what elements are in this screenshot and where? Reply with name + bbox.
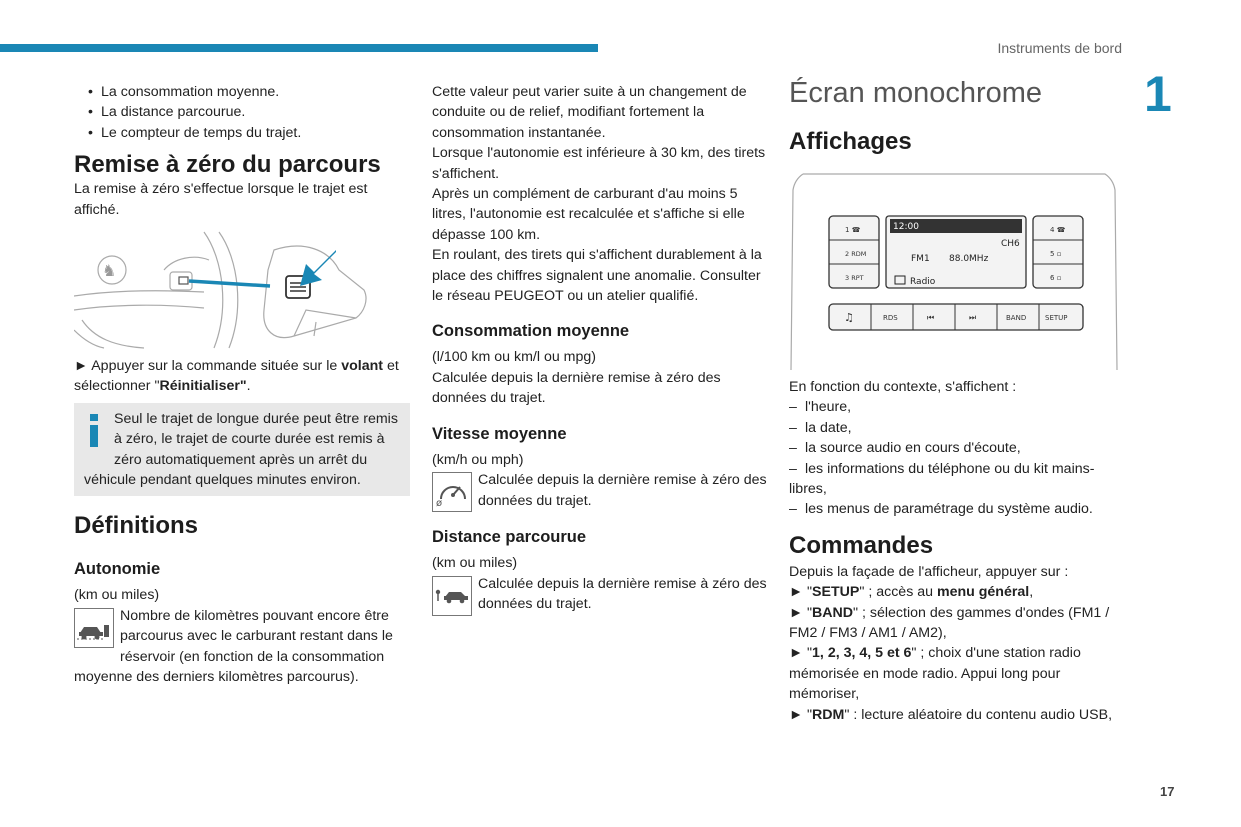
paragraph: Après un complément de carburant d'au moins 5 litres, l'autonomie est recalculée et s'affiche si elle dépasse 100 km.: [432, 186, 745, 243]
list-item: • Le compteur de temps du trajet.: [74, 123, 410, 143]
distance-unit: (km ou miles): [432, 555, 518, 572]
affichages-heading: Affichages: [789, 128, 912, 155]
conso-heading: Consommation moyenne: [432, 322, 630, 341]
header-accent-bar: [0, 44, 598, 52]
list-item: – les informations du téléphone ou du kit mains-libres,: [789, 459, 1125, 500]
preset-1-button[interactable]: 1 ☎: [845, 226, 861, 234]
reset-heading: Remise à zéro du parcours: [74, 151, 381, 179]
command-rdm: ► "RDM" : lecture aléatoire du contenu audio USB,: [789, 706, 1113, 723]
autonomie-heading: Autonomie: [74, 560, 161, 579]
info-icon: [84, 411, 108, 451]
definitions-heading: Définitions: [74, 512, 198, 540]
list-item: – les menus de paramétrage du système audio.: [789, 499, 1125, 519]
instruction-text: ► Appuyer sur la commande située sur le volant et sélectionner "Réinitialiser".: [74, 358, 399, 395]
preset-5-button[interactable]: 5 ▫: [1050, 250, 1062, 258]
running-head: Instruments de bord: [997, 40, 1122, 56]
info-text: Seul le trajet de longue durée peut être remis à zéro, le trajet de courte durée est remis à zéro automatiquement après un arrêt du véhicule pendant quelques minutes environ.: [84, 410, 398, 489]
bullet-list: [74, 82, 410, 143]
page-number: 17: [1160, 784, 1175, 799]
section-title: Écran monochrome: [789, 77, 1043, 109]
list-item: – la date,: [789, 418, 1125, 438]
chapter-number: 1: [1144, 66, 1172, 122]
vitesse-unit: (km/h ou mph): [432, 451, 524, 468]
screen-band: FM1: [911, 254, 930, 264]
svg-text:ø: ø: [436, 498, 443, 510]
autonomie-unit: (km ou miles): [74, 587, 160, 604]
distance-heading: Distance parcourue: [432, 528, 587, 547]
vitesse-definition: [432, 470, 768, 512]
vitesse-text: Calculée depuis la dernière remise à zéro des données du trajet.: [478, 472, 767, 509]
paragraph: En roulant, des tirets qui s'affichent durablement à la place des chiffres signalent une anomalie. Consulter le réseau PEUGEOT ou un atelier qualifié.: [432, 247, 762, 305]
setup-button[interactable]: SETUP: [1045, 314, 1068, 322]
command-setup: ► "SETUP" ; accès au menu général,: [789, 584, 1034, 601]
commandes-heading: Commandes: [789, 531, 934, 559]
radio-panel: [789, 170, 1119, 370]
next-button[interactable]: ⏭: [969, 313, 977, 322]
paragraph: Lorsque l'autonomie est inférieure à 30 km, des tirets s'affichent.: [432, 145, 766, 182]
autonomie-definition: [74, 606, 410, 688]
vitesse-heading: Vitesse moyenne: [432, 424, 567, 443]
list-item: • La consommation moyenne.: [74, 82, 410, 102]
column-1: [74, 82, 410, 688]
preset-2-rdm-button[interactable]: 2 RDM: [845, 250, 867, 258]
screen-channel: CH6: [1001, 239, 1020, 249]
commandes-intro: Depuis la façade de l'afficheur, appuyer sur :: [789, 563, 1069, 580]
speedometer-icon: [432, 472, 472, 512]
steering-wheel-icon: [74, 230, 374, 350]
screen-time: 12:00: [893, 222, 919, 232]
distance-text: Calculée depuis la dernière remise à zéro des données du trajet.: [478, 575, 767, 612]
context-list: [789, 397, 1125, 519]
command-presets: ► "1, 2, 3, 4, 5 et 6" ; choix d'une station radio mémorisée en mode radio. Appui long pour mémoriser,: [789, 645, 1081, 703]
svg-text:♞: ♞: [102, 261, 117, 281]
steering-wheel-illustration: [74, 230, 410, 350]
autonomie-text: Nombre de kilomètres pouvant encore être parcourus avec le carburant restant dans le réservoir (en fonction de la consommation moyenne des derniers kilomètres parcourus).: [74, 607, 393, 686]
rds-button[interactable]: RDS: [883, 314, 898, 322]
distance-definition: [432, 574, 768, 616]
screen-frequency: 88.0MHz: [949, 254, 989, 264]
radio-display-illustration: [789, 170, 1125, 370]
music-button[interactable]: ♫: [844, 311, 854, 324]
list-item: • La distance parcourue.: [74, 102, 410, 122]
conso-unit: (l/100 km ou km/l ou mpg): [432, 349, 597, 366]
list-item: – l'heure,: [789, 397, 1125, 417]
list-item: – la source audio en cours d'écoute,: [789, 438, 1125, 458]
column-3: [789, 76, 1125, 725]
autonomy-icon: [74, 608, 114, 648]
band-button[interactable]: BAND: [1006, 314, 1027, 322]
paragraph: Cette valeur peut varier suite à un changement de conduite ou de relief, modifiant fortement la consommation instantanée.: [432, 84, 747, 141]
preset-3-rpt-button[interactable]: 3 RPT: [845, 274, 864, 282]
conso-text: Calculée depuis la dernière remise à zéro des données du trajet.: [432, 369, 721, 407]
reset-text: La remise à zéro s'effectue lorsque le trajet est affiché.: [74, 181, 368, 218]
info-box: [74, 403, 410, 497]
command-band: ► "BAND" ; sélection des gammes d'ondes (FM1 / FM2 / FM3 / AM1 / AM2),: [789, 604, 1110, 642]
column-2: [432, 82, 768, 616]
context-intro: En fonction du contexte, s'affichent :: [789, 379, 1017, 395]
preset-4-button[interactable]: 4 ☎: [1050, 226, 1066, 234]
distance-car-icon: [432, 576, 472, 616]
screen-source: Radio: [910, 277, 936, 287]
previous-button[interactable]: ⏮: [927, 313, 935, 322]
preset-6-button[interactable]: 6 ▫: [1050, 274, 1062, 282]
